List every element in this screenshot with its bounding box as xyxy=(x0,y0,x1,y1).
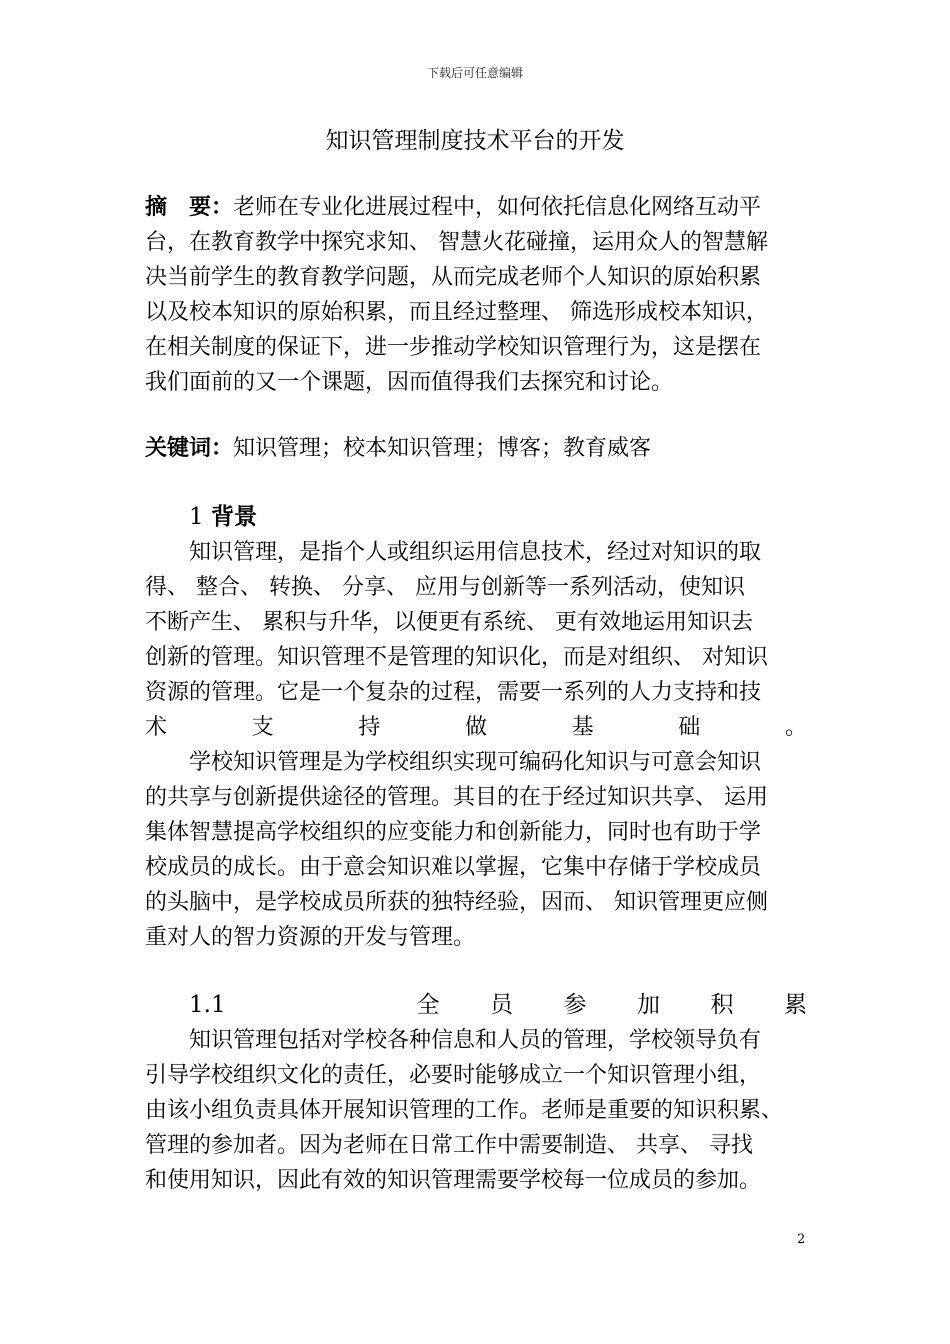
char: 支 xyxy=(251,715,274,740)
keywords-block xyxy=(145,431,807,466)
abstract-line: 我们面前的又一个课题，因而值得我们去探究和讨论。 xyxy=(145,370,674,395)
paragraph-line: 重对人的智力资源的开发与管理。 xyxy=(145,925,476,950)
paragraph-line: 资源的管理。它是一个复杂的过程，需要一系列的人力支持和技 xyxy=(145,680,762,705)
keywords-label: 关键词： xyxy=(145,436,234,461)
heading-char: 参 xyxy=(563,992,587,1018)
page-number: 2 xyxy=(797,1232,806,1247)
abstract-line: 在相关制度的保证下，进一步推动学校知识管理行为，这是摆在 xyxy=(145,335,762,360)
section1-1-paragraph xyxy=(145,1023,807,1198)
section-title: 背景 xyxy=(210,504,257,530)
section-heading-line xyxy=(189,500,851,535)
paragraph-line-justified xyxy=(145,710,807,745)
char: 术 xyxy=(145,715,168,740)
char: 。 xyxy=(784,715,807,740)
paragraph-line: 由该小组负责具体开展知识管理的工作。老师是重要的知识积累、 xyxy=(145,1098,784,1123)
heading-char: 积 xyxy=(710,992,734,1018)
paragraph-line: 知识管理包括对学校各种信息和人员的管理，学校领导负有 xyxy=(189,1028,762,1053)
heading-char: 全 xyxy=(416,992,440,1018)
subsection-heading xyxy=(189,988,807,1023)
paragraph-line: 引导学校组织文化的责任，必要时能够成立一个知识管理小组， xyxy=(145,1063,762,1088)
paragraph-line: 得、 整合、 转换、 分享、 应用与创新等一系列活动，使知识 xyxy=(145,575,745,600)
abstract-line: 以及校本知识的原始积累，而且经过整理、 筛选形成校本知识， xyxy=(145,300,768,325)
paragraph-line: 知识管理，是指个人或组织运用信息技术，经过对知识的取 xyxy=(189,540,762,565)
abstract-text: 老师在专业化进展过程中，如何依托信息化网络互动平 xyxy=(233,195,762,220)
heading-char: 加 xyxy=(637,992,660,1018)
heading-char: 累 xyxy=(783,992,807,1018)
paragraph-line: 和使用知识，因此有效的知识管理需要学校每一位成员的参加。 xyxy=(145,1168,762,1193)
subsection-number: 1.1 xyxy=(189,992,226,1018)
paragraph-line: 校成员的成长。由于意会知识难以掌握，它集中存储于学校成员 xyxy=(145,855,762,880)
char: 做 xyxy=(464,715,487,740)
section-heading xyxy=(189,500,851,535)
char: 础 xyxy=(678,715,701,740)
char: 基 xyxy=(571,715,594,740)
keywords-line xyxy=(145,431,807,466)
abstract-label: 摘 要： xyxy=(145,195,234,220)
section1-paragraph-1 xyxy=(145,535,807,745)
keywords-text: 知识管理；校本知识管理；博客；教育威客 xyxy=(233,436,652,461)
page-header: 下载后可任意编辑 xyxy=(426,66,523,80)
paragraph-line: 的头脑中，是学校成员所获的独特经验，因而、 知识管理更应侧 xyxy=(145,890,768,915)
paragraph-line: 集体智慧提高学校组织的应变能力和创新能力，同时也有助于学 xyxy=(145,820,762,845)
abstract-line: 台，在教育教学中探究求知、 智慧火花碰撞，运用众人的智慧解 xyxy=(145,230,768,255)
document-title: 知识管理制度技术平台的开发 xyxy=(325,128,625,154)
paragraph-line: 不断产生、 累积与升华，以便更有系统、 更有效地运用知识去 xyxy=(145,610,753,635)
paragraph-line: 的共享与创新提供途径的管理。其目的在于经过知识共享、 运用 xyxy=(145,785,768,810)
abstract-line: 决当前学生的教育教学问题，从而完成老师个人知识的原始积累 xyxy=(145,265,762,290)
paragraph-line: 创新的管理。知识管理不是管理的知识化，而是对组织、 对知识 xyxy=(145,645,768,670)
paragraph-line: 管理的参加者。因为老师在日常工作中需要制造、 共享、 寻找 xyxy=(145,1133,753,1158)
abstract-line xyxy=(145,190,807,225)
heading-char: 员 xyxy=(490,992,514,1018)
heading-gap xyxy=(276,988,366,1023)
subsection-heading-line xyxy=(189,988,807,1023)
section1-paragraph-2 xyxy=(145,745,807,955)
section-number: 1 xyxy=(189,504,204,530)
char: 持 xyxy=(358,715,381,740)
paragraph-line: 学校知识管理是为学校组织实现可编码化知识与可意会知识 xyxy=(189,750,762,775)
abstract-block xyxy=(145,190,807,400)
